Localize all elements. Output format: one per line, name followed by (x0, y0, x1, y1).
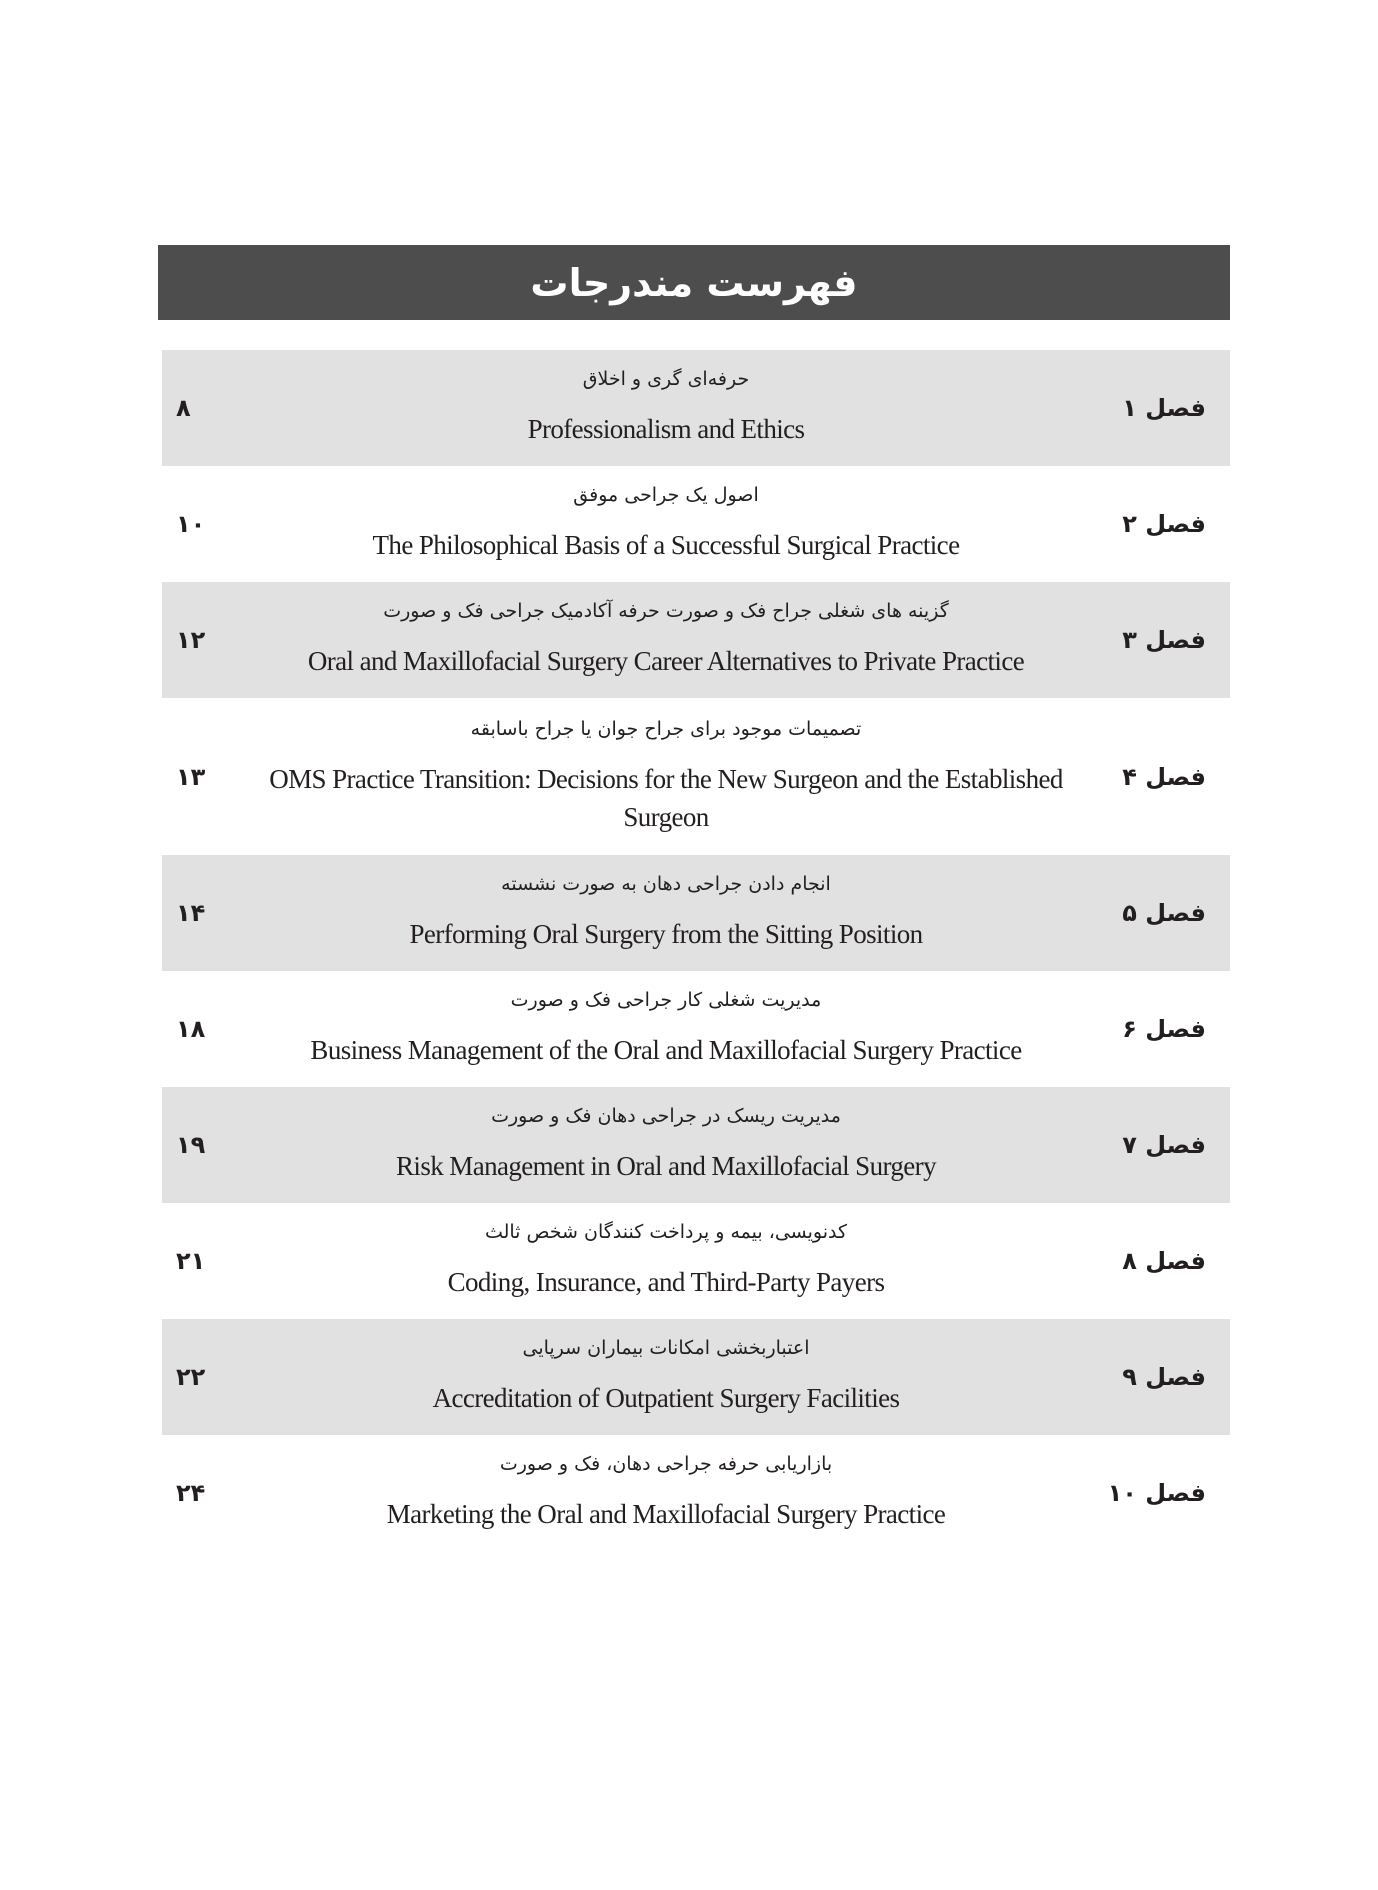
toc-entry[interactable] (162, 855, 1230, 971)
persian-title: مدیریت شغلی کار جراحی فک و صورت (510, 989, 822, 1011)
persian-title: گزینه های شغلی جراح فک و صورت حرفه آکادمیک جراحی فک و صورت (383, 600, 949, 622)
english-title: Business Management of the Oral and Maxillofacial Surgery Practice (310, 1035, 1022, 1065)
toc-entry[interactable] (162, 582, 1230, 698)
english-title: Professionalism and Ethics (527, 414, 805, 444)
toc-entry[interactable] (162, 971, 1230, 1087)
entry-titles (242, 1221, 1090, 1301)
entry-titles (242, 1337, 1090, 1417)
persian-title: اعتباربخشی امکانات بیماران سرپایی (522, 1337, 810, 1359)
entry-titles (242, 1453, 1090, 1533)
toc-entry[interactable] (162, 1087, 1230, 1203)
english-title: Performing Oral Surgery from the Sitting Position (409, 919, 923, 949)
persian-title: کدنویسی، بیمه و پرداخت کنندگان شخص ثالث (484, 1221, 848, 1243)
chapter-label: فصل ۱۰ (1107, 1479, 1206, 1507)
toc-entry[interactable] (162, 350, 1230, 466)
page-number: ۲۲ (176, 1363, 206, 1391)
entry-titles (242, 484, 1090, 564)
chapter-label: فصل ۶ (1122, 1015, 1206, 1043)
toc-header (158, 245, 1230, 320)
chapter-label: فصل ۲ (1122, 510, 1206, 538)
toc-entry[interactable] (162, 698, 1230, 855)
persian-title: تصمیمات موجود برای جراح جوان یا جراح باسابقه (470, 717, 862, 740)
entry-titles (242, 368, 1090, 448)
toc-entry[interactable] (162, 1435, 1230, 1551)
chapter-label: فصل ۴ (1122, 762, 1206, 791)
persian-title: مدیریت ریسک در جراحی دهان فک و صورت (491, 1105, 841, 1127)
english-title: Coding, Insurance, and Third-Party Payers (447, 1267, 885, 1297)
toc-entry[interactable] (162, 1203, 1230, 1319)
entry-titles (242, 989, 1090, 1069)
chapter-label: فصل ۵ (1122, 899, 1206, 927)
persian-title: حرفه‌ای گری و اخلاق (582, 368, 750, 390)
entry-titles (242, 873, 1090, 953)
english-title: Oral and Maxillofacial Surgery Career Alternatives to Private Practice (307, 646, 1025, 676)
table-of-contents (162, 350, 1230, 1551)
chapter-label: فصل ۱ (1122, 394, 1206, 422)
entry-titles (242, 1105, 1090, 1185)
page-number: ۸ (176, 394, 191, 422)
english-title: Risk Management in Oral and Maxillofacial Surgery (396, 1151, 936, 1181)
page-number: ۱۴ (176, 899, 206, 927)
page-number: ۱۲ (176, 626, 206, 654)
toc-title: فهرست مندرجات (530, 260, 858, 305)
page-number: ۱۹ (176, 1131, 206, 1159)
page-number: ۲۴ (176, 1479, 206, 1507)
english-title: Marketing the Oral and Maxillofacial Surgery Practice (386, 1499, 946, 1529)
english-title: Accreditation of Outpatient Surgery Facilities (432, 1383, 900, 1413)
toc-entry[interactable] (162, 1319, 1230, 1435)
page-number: ۲۱ (176, 1247, 206, 1275)
persian-title: بازاریابی حرفه جراحی دهان، فک و صورت (499, 1453, 833, 1475)
entry-titles (242, 600, 1090, 680)
toc-entry[interactable] (162, 466, 1230, 582)
page-number: ۱۳ (176, 762, 206, 791)
page-number: ۱۰ (176, 510, 206, 538)
chapter-label: فصل ۹ (1122, 1363, 1206, 1391)
entry-titles (242, 718, 1090, 836)
chapter-label: فصل ۳ (1122, 626, 1206, 654)
persian-title: انجام دادن جراحی دهان به صورت نشسته (501, 873, 831, 895)
chapter-label: فصل ۷ (1122, 1131, 1206, 1159)
chapter-label: فصل ۸ (1122, 1247, 1206, 1275)
persian-title: اصول یک جراحی موفق (573, 484, 759, 506)
page-number: ۱۸ (176, 1015, 206, 1043)
english-title: OMS Practice Transition: Decisions for the New Surgeon and the Established Surgeon (269, 763, 1063, 832)
english-title: The Philosophical Basis of a Successful Surgical Practice (372, 530, 960, 560)
